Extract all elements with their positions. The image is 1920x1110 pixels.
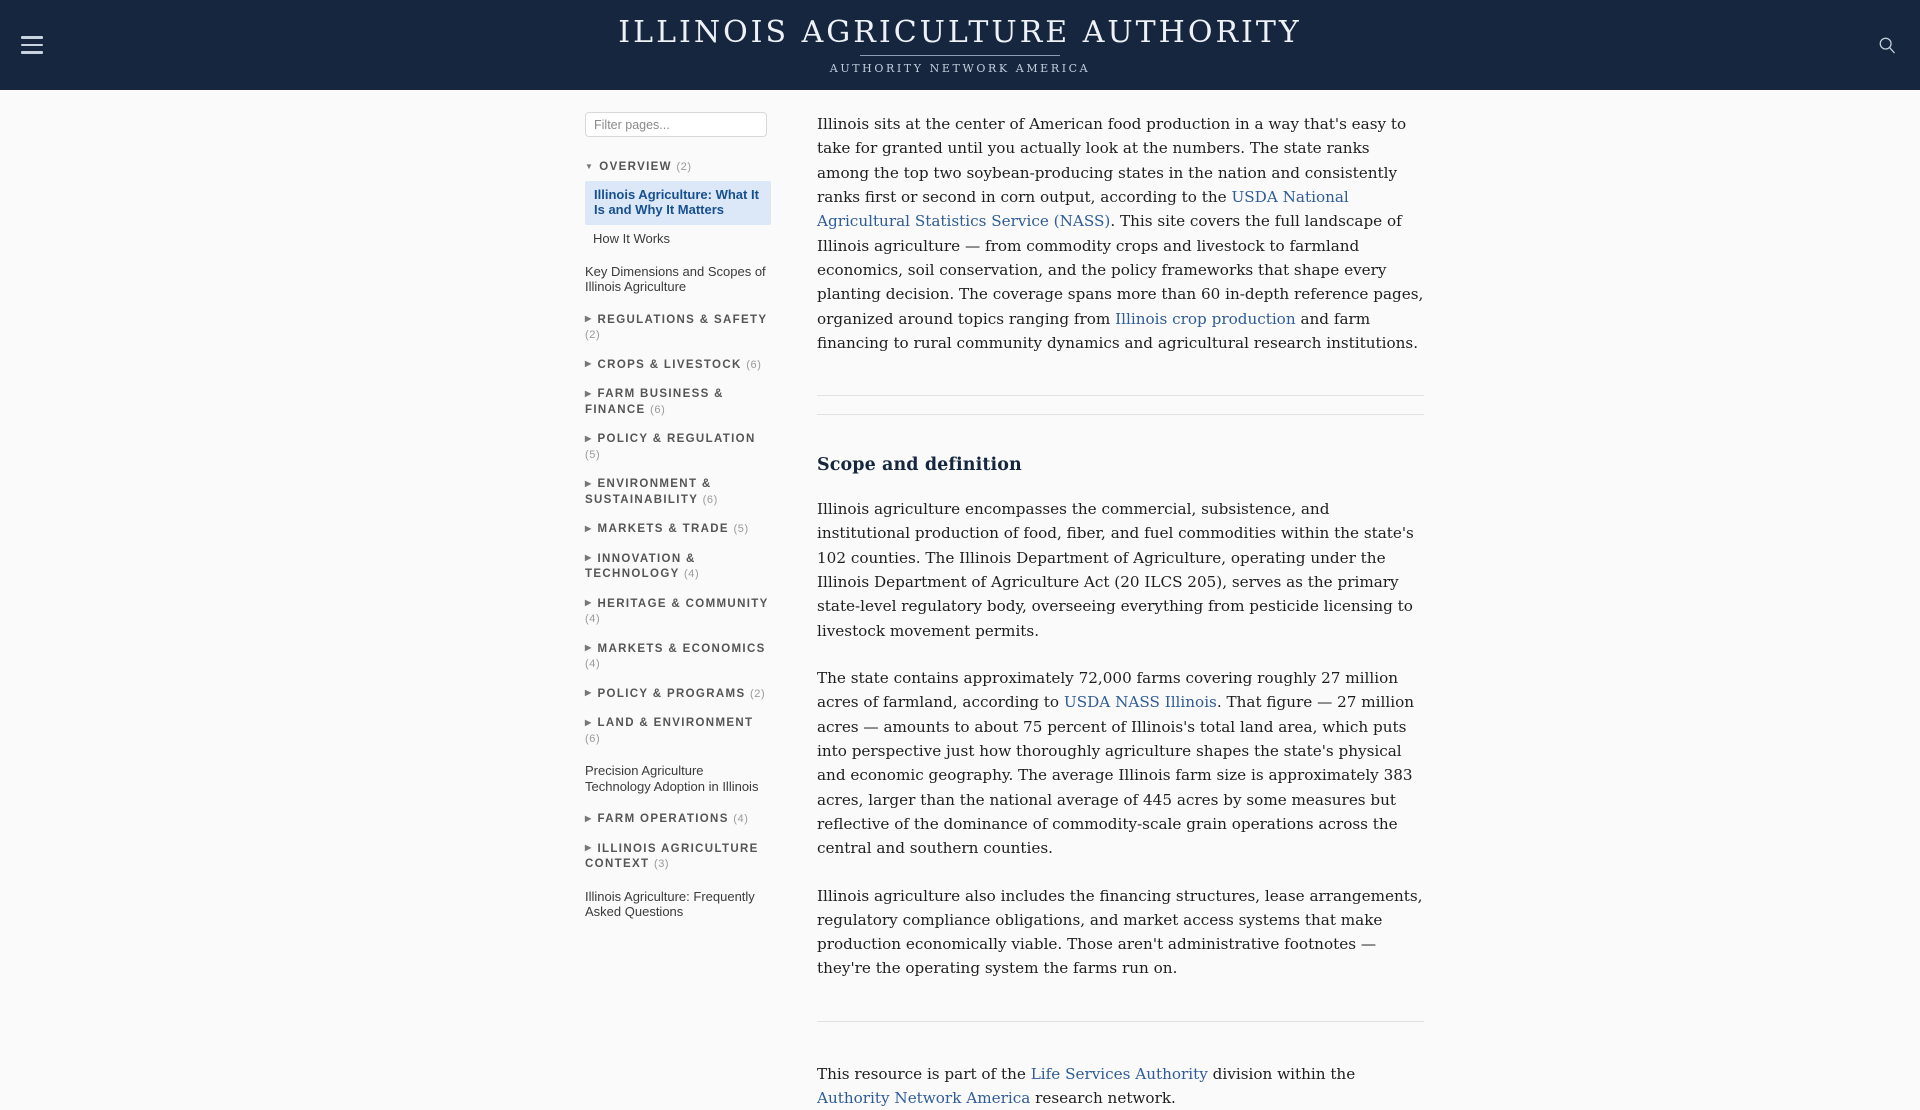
sidebar-category-label: MARKETS & TRADE (597, 523, 729, 536)
chevron-right-icon: ▶ (585, 314, 593, 324)
sidebar-category-count: (5) (585, 448, 601, 461)
chevron-right-icon: ▶ (585, 688, 593, 698)
link-illinois-crop-production[interactable]: Illinois crop production (1115, 309, 1296, 328)
section-divider (817, 395, 1424, 396)
chevron-right-icon: ▶ (585, 553, 593, 563)
page-body (0, 90, 1920, 1110)
filter-pages-input[interactable] (585, 112, 767, 137)
link-usda-nass-illinois[interactable]: USDA NASS Illinois (1063, 693, 1217, 712)
sidebar-category-label: POLICY & PROGRAMS (597, 687, 746, 700)
sidebar-category-count: (5) (733, 523, 749, 536)
scope-p2-part2: . That figure — 27 million acres — amounts to about 75 percent of Illinois's total land area, which puts into perspective just how thoroughly agriculture shapes the state's physical and economic geography. The average Illinois farm size is approximately 383 acres, larger than the national average of 445 acres by some measures but reflective of the dominance of commodity-scale grain operations across the central and southern counties. (817, 693, 1415, 858)
chevron-right-icon: ▶ (585, 843, 593, 853)
site-title: ILLINOIS AGRICULTURE AUTHORITY (618, 14, 1302, 50)
sidebar-category-heritage-community[interactable] (585, 591, 771, 630)
sidebar-category-count: (4) (733, 813, 749, 826)
footer-part3: research network. (1030, 1089, 1176, 1108)
sidebar-category-label: LAND & ENVIRONMENT (597, 717, 754, 730)
sidebar-category-overview[interactable] (585, 154, 771, 178)
sidebar-item-faq[interactable]: Illinois Agriculture: Frequently Asked Questions (585, 888, 755, 919)
sidebar-category-count: (6) (702, 493, 718, 506)
chevron-right-icon: ▶ (585, 643, 593, 653)
hamburger-bar (21, 51, 43, 54)
scope-paragraph-1: Illinois agriculture encompasses the commercial, subsistence, and institutional production of food, fiber, and fuel commodities within the state's 102 counties. The Illinois Department of Agriculture, operating under the Illinois Department of Agriculture Act (20 ILCS 205), serves as the primary state-level regulatory body, overseeing everything from pesticide licensing to livestock movement permits. (817, 500, 1414, 640)
sidebar-category-count: (6) (650, 403, 666, 416)
footer-part1: This resource is part of the (817, 1064, 1031, 1083)
divider-block (817, 395, 1424, 415)
chevron-right-icon: ▶ (585, 523, 593, 533)
sidebar-category-crops-livestock[interactable] (585, 352, 771, 376)
link-life-services-authority[interactable]: Life Services Authority (1030, 1064, 1208, 1083)
sidebar-category-label: REGULATIONS & SAFETY (597, 313, 768, 326)
chevron-right-icon: ▶ (585, 717, 593, 727)
sidebar-category-farm-business-finance[interactable] (585, 381, 771, 420)
sidebar-category-label: CROPS & LIVESTOCK (597, 358, 742, 371)
sidebar-category-illinois-agriculture-context[interactable] (585, 836, 771, 875)
site-subtitle: AUTHORITY NETWORK AMERICA (829, 62, 1091, 76)
sidebar-category-count: (3) (653, 858, 670, 871)
section-divider (817, 1021, 1424, 1022)
sidebar-category-label: FARM BUSINESS & FINANCE (585, 388, 724, 416)
sidebar-category-label: HERITAGE & COMMUNITY (597, 597, 769, 610)
sidebar-category-policy-programs[interactable] (585, 681, 771, 705)
scope-paragraph-3: Illinois agriculture also includes the financing structures, lease arrangements, regulatory compliance obligations, and market access systems that make production economically viable. Those aren't administrative footnotes — they're the operating system the farms run on. (817, 886, 1423, 978)
hamburger-bar (21, 36, 43, 39)
intro-paragraph (817, 112, 1424, 355)
section-divider (817, 414, 1424, 415)
main-content (817, 112, 1424, 1110)
sidebar-category-count: (6) (746, 358, 762, 371)
sidebar-category-land-environment[interactable] (585, 710, 771, 749)
sidebar-category-count: (4) (683, 568, 700, 581)
chevron-right-icon: ▶ (585, 359, 593, 369)
sidebar-category-innovation-technology[interactable] (585, 546, 771, 585)
sidebar-category-label: ENVIRONMENT & SUSTAINABILITY (585, 478, 712, 506)
sidebar-category-count: (2) (585, 329, 601, 342)
sidebar-category-count: (4) (585, 658, 601, 671)
sidebar-item-key-dimensions[interactable]: Key Dimensions and Scopes of Illinois Agriculture (585, 263, 766, 295)
intro-text-part2: . This site covers the full landscape of Illinois agriculture — from commodity crops and livestock to farmland economics, soil conservation, and the policy frameworks that shape every planting decision. The coverage spans more than 60 in-depth reference pages, organized around topics ranging from (817, 212, 1424, 328)
sidebar-category-label: MARKETS & ECONOMICS (597, 642, 766, 655)
sidebar-category-regulations-safety[interactable] (585, 307, 771, 346)
chevron-right-icon: ▶ (585, 388, 593, 398)
scope-paragraph-2 (817, 666, 1424, 861)
chevron-right-icon: ▶ (585, 598, 593, 608)
hamburger-bar (21, 44, 43, 47)
sidebar-category-farm-operations[interactable] (585, 806, 771, 830)
sidebar-item-precision-agriculture[interactable]: Precision Agriculture Technology Adoption in Illinois (585, 763, 759, 794)
sidebar-category-policy-regulation[interactable] (585, 426, 771, 465)
sidebar-category-markets-economics[interactable] (585, 636, 771, 675)
sidebar-category-count: (6) (585, 732, 601, 745)
chevron-down-icon: ▼ (585, 161, 595, 171)
footer-part2: division within the (1207, 1064, 1356, 1083)
sidebar-category-count: (2) (750, 687, 766, 700)
link-authority-network-america[interactable]: Authority Network America (817, 1089, 1031, 1108)
sidebar-category-label: INNOVATION & TECHNOLOGY (585, 552, 696, 581)
sidebar-category-markets-trade[interactable] (585, 516, 771, 540)
hamburger-menu-icon[interactable] (14, 27, 50, 63)
footer-divider-block (817, 1021, 1424, 1022)
sidebar-category-count: (2) (676, 161, 692, 173)
intro-text-part3: and farm financing to rural community dynamics and agricultural research institutions. (817, 309, 1419, 352)
section-heading-scope: Scope and definition (817, 455, 1022, 476)
brand (618, 15, 1301, 76)
intro-text-part1: Illinois sits at the center of American food production in a way that's easy to take for granted until you actually look at the numbers. The state ranks among the top two soybean-producing states in the nation and consistently ranks first or second in corn output, according to the (817, 115, 1407, 206)
site-header (0, 0, 1920, 90)
sidebar-category-label: OVERVIEW (599, 161, 672, 173)
scope-p2-part1: The state contains approximately 72,000 farms covering roughly 27 million acres of farmland, according to (817, 669, 1399, 712)
sidebar-item-how-it-works[interactable]: How It Works (593, 230, 671, 246)
chevron-right-icon: ▶ (585, 478, 593, 488)
sidebar-category-environment-sustainability[interactable] (585, 471, 771, 510)
sidebar-category-count: (4) (585, 613, 601, 626)
sidebar-category-label: FARM OPERATIONS (597, 813, 729, 826)
search-icon[interactable] (1872, 30, 1902, 60)
brand-divider (860, 55, 1060, 56)
sidebar-navigation (585, 112, 771, 931)
footer-note (817, 1062, 1424, 1110)
chevron-right-icon: ▶ (585, 813, 593, 823)
search-glyph (1878, 36, 1896, 54)
sidebar-item-illinois-agriculture-what-it-is[interactable]: Illinois Agriculture: What It Is and Why It Matters (585, 181, 771, 225)
chevron-right-icon: ▶ (585, 433, 593, 443)
sidebar-category-label: POLICY & REGULATION (597, 433, 756, 446)
link-usda-nass[interactable]: USDA National Agricultural Statistics Service (NASS) (817, 187, 1349, 231)
sidebar-category-label: ILLINOIS AGRICULTURE CONTEXT (585, 842, 759, 871)
